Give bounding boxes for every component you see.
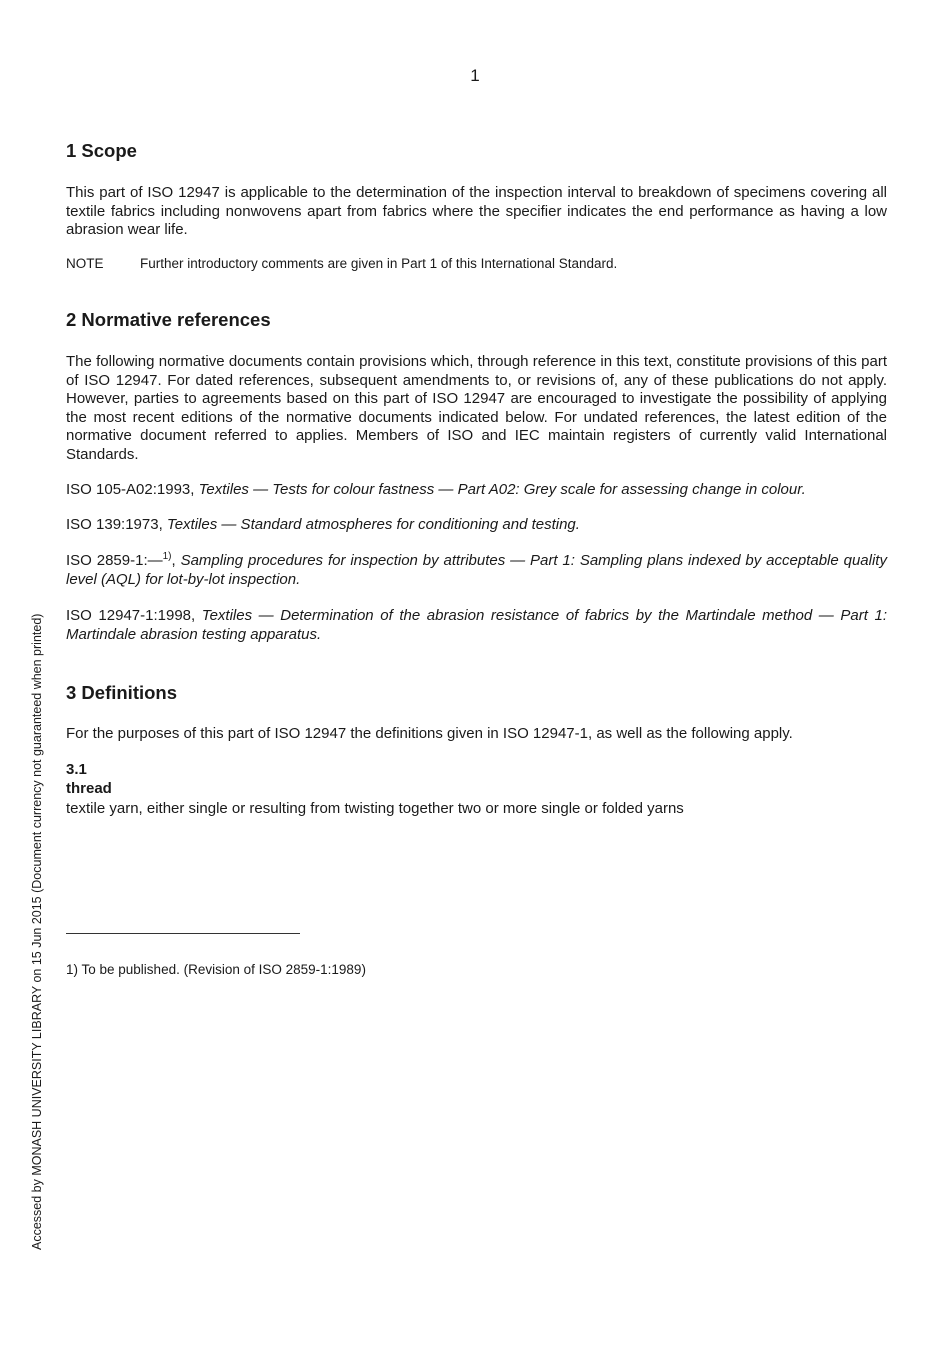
scope-note <box>66 256 617 271</box>
reference-code: ISO 105-A02:1993, <box>66 481 195 498</box>
reference-item: ISO 2859-1:—$^{1)}$, Sampling procedures for inspection by attributes — Part 1: Sampling plans indexed by acceptable quality level (AQL) for lot-by-lot inspection. <box>66 551 887 588</box>
reference-title: Textiles — Standard atmospheres for conditioning and testing. <box>166 516 580 533</box>
term-number: 3.1 <box>66 761 87 778</box>
access-watermark: Accessed by MONASH UNIVERSITY LIBRARY on 15 Jun 2015 (Document currency not guaranteed when printed) <box>30 613 44 1250</box>
normative-paragraph: The following normative documents contain provisions which, through reference in this text, constitute provisions of this part of ISO 12947. For dated references, subsequent amendments to, or revisions of, any of these publications do not apply. However, parties to agreements based on this part of ISO 12947 are encouraged to investigate the possibility of applying the most recent editions of the normative documents indicated below. For undated references, the latest edition of the normative document referred to applies. Members of ISO and IEC maintain registers of currently valid International Standards. <box>66 353 887 463</box>
reference-item <box>66 607 887 644</box>
section-heading-definitions: 3 Definitions <box>66 682 178 703</box>
reference-title: Textiles — Determination of the abrasion resistance of fabrics by the Martindale method — Part 1: Martindale abrasion testing apparatus. <box>66 607 887 643</box>
page-number: 1 <box>470 66 480 85</box>
section-heading-scope: 1 Scope <box>66 140 137 161</box>
scope-paragraph: This part of ISO 12947 is applicable to the determination of the inspection interval to breakdown of specimens covering all textile fabrics including nonwovens apart from fabrics where the specifier indicates the end performance as having a low abrasion wear life. <box>66 184 887 238</box>
reference-title: Textiles — Tests for colour fastness — Part A02: Grey scale for assessing change in colour. <box>198 481 806 498</box>
reference-title: Sampling procedures for inspection by attributes — Part 1: Sampling plans indexed by acceptable quality level (AQL) for lot-by-lot inspection. <box>66 552 887 588</box>
reference-code: ISO 12947-1:1998, <box>66 607 196 624</box>
definitions-paragraph: For the purposes of this part of ISO 12947 the definitions given in ISO 12947-1, as well as the following apply. <box>66 725 793 742</box>
reference-item <box>66 481 887 500</box>
section-heading-normative-references: 2 Normative references <box>66 309 271 330</box>
reference-code: ISO 2859-1:— <box>66 552 163 569</box>
footnote: 1) To be published. (Revision of ISO 2859-1:1989) <box>66 962 366 977</box>
reference-item <box>66 516 887 535</box>
reference-code: ISO 139:1973, <box>66 516 163 533</box>
term: thread <box>66 780 112 797</box>
term-definition: textile yarn, either single or resulting from twisting together two or more single or folded yarns <box>66 800 684 817</box>
footnote-divider <box>66 933 300 934</box>
footnote-marker: 1) <box>162 551 172 562</box>
note-label: NOTE <box>66 256 104 271</box>
note-text: Further introductory comments are given in Part 1 of this International Standard. <box>140 256 618 271</box>
